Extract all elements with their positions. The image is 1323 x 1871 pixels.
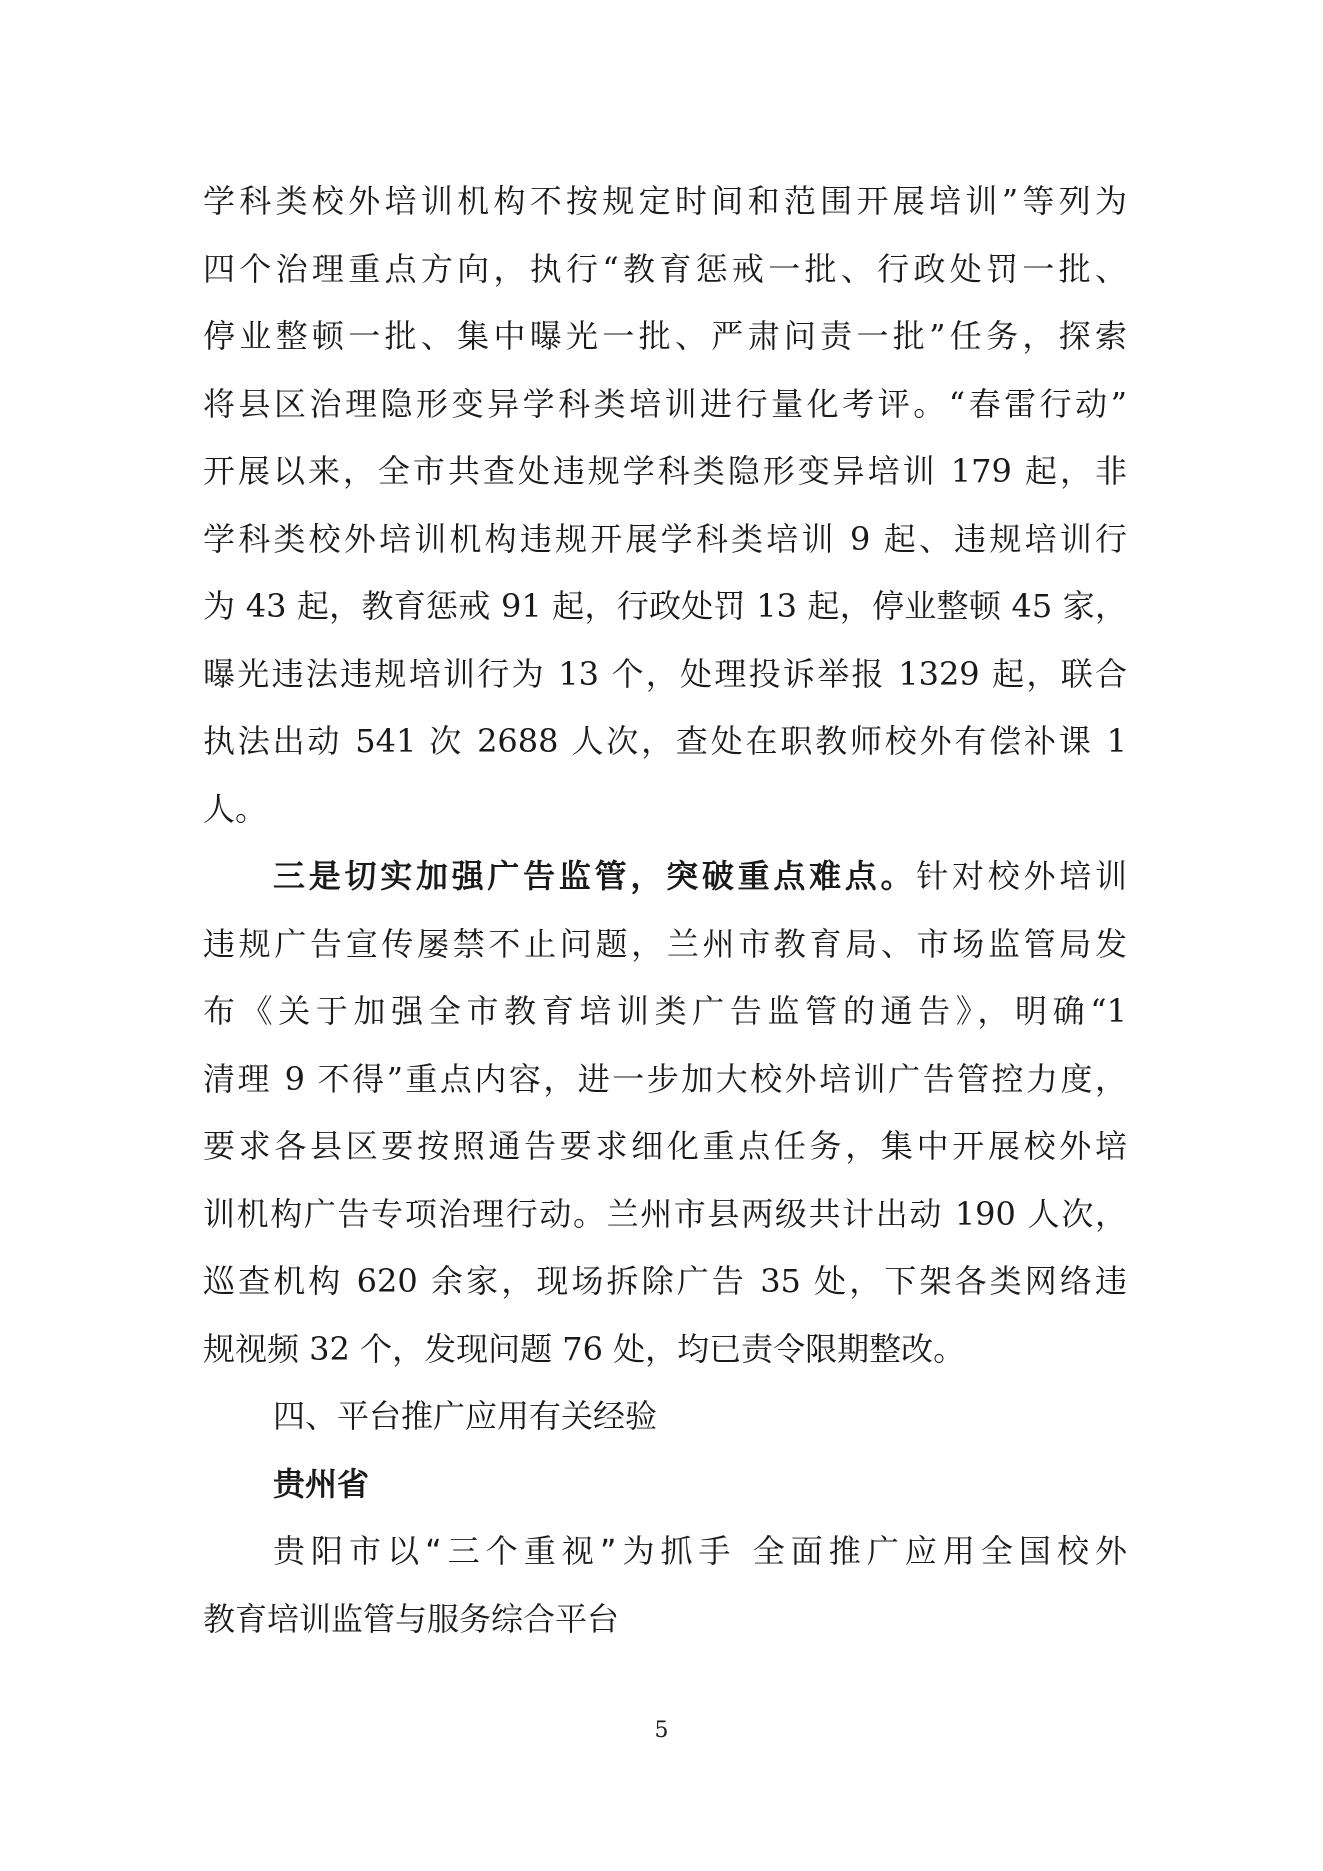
province-heading: 贵州省 xyxy=(273,1464,370,1503)
article-title-line2: 教育培训监管与服务综合平台 xyxy=(203,1599,620,1638)
article-title-line1: 贵阳市以“三个重视”为抓手 全面推广应用全国校外 xyxy=(273,1532,1127,1570)
paragraph1-line: 停业整顿一批、集中曝光一批、严肃问责一批”任务，探索 xyxy=(203,317,1127,355)
paragraph1-line: 曝光违法违规培训行为 13 个，处理投诉举报 1329 起，联合 xyxy=(203,654,1127,693)
section-heading: 四、平台推广应用有关经验 xyxy=(273,1397,658,1435)
paragraph1-line: 将县区治理隐形变异学科类培训进行量化考评。“春雷行动” xyxy=(203,384,1127,423)
paragraph2-line: 巡查机构 620 余家，现场拆除广告 35 处，下架各类网络违 xyxy=(203,1262,1127,1300)
paragraph1-line: 执法出动 541 次 2688 人次，查处在职教师校外有偿补课 1 xyxy=(203,722,1127,760)
document-body xyxy=(203,168,1127,1653)
paragraph2-first-line-rest: 针对校外培训 xyxy=(916,857,1127,895)
paragraph2-lead: 三是切实加强广告监管，突破重点难点。 xyxy=(273,857,917,895)
page-number: 5 xyxy=(654,1718,669,1743)
paragraph2-first-line xyxy=(203,843,1127,911)
paragraph2-line: 布《关于加强全市教育培训类广告监管的通告》，明确“1 xyxy=(203,992,1127,1030)
paragraph2-line: 违规广告宣传屡禁不止问题，兰州市教育局、市场监管局发 xyxy=(203,924,1127,963)
paragraph1-line: 四个治理重点方向，执行“教育惩戒一批、行政处罚一批、 xyxy=(203,249,1127,288)
paragraph2-line: 训机构广告专项治理行动。兰州市县两级共计出动 190 人次， xyxy=(203,1194,1127,1233)
paragraph2-line: 清理 9 不得”重点内容，进一步加大校外培训广告管控力度， xyxy=(203,1059,1127,1098)
paragraph1-line: 开展以来，全市共查处违规学科类隐形变异培训 179 起，非 xyxy=(203,452,1127,490)
paragraph1-line: 人。 xyxy=(203,789,268,828)
paragraph1-line: 学科类校外培训机构不按规定时间和范围开展培训”等列为 xyxy=(203,182,1127,220)
paragraph1-line: 学科类校外培训机构违规开展学科类培训 9 起、违规培训行 xyxy=(203,519,1127,558)
paragraph1-line: 为 43 起，教育惩戒 91 起，行政处罚 13 起，停业整顿 45 家， xyxy=(203,587,1127,625)
paragraph2-line: 要求各县区要按照通告要求细化重点任务，集中开展校外培 xyxy=(203,1127,1127,1165)
paragraph2-line: 规视频 32 个，发现问题 76 处，均已责令限期整改。 xyxy=(203,1329,966,1368)
